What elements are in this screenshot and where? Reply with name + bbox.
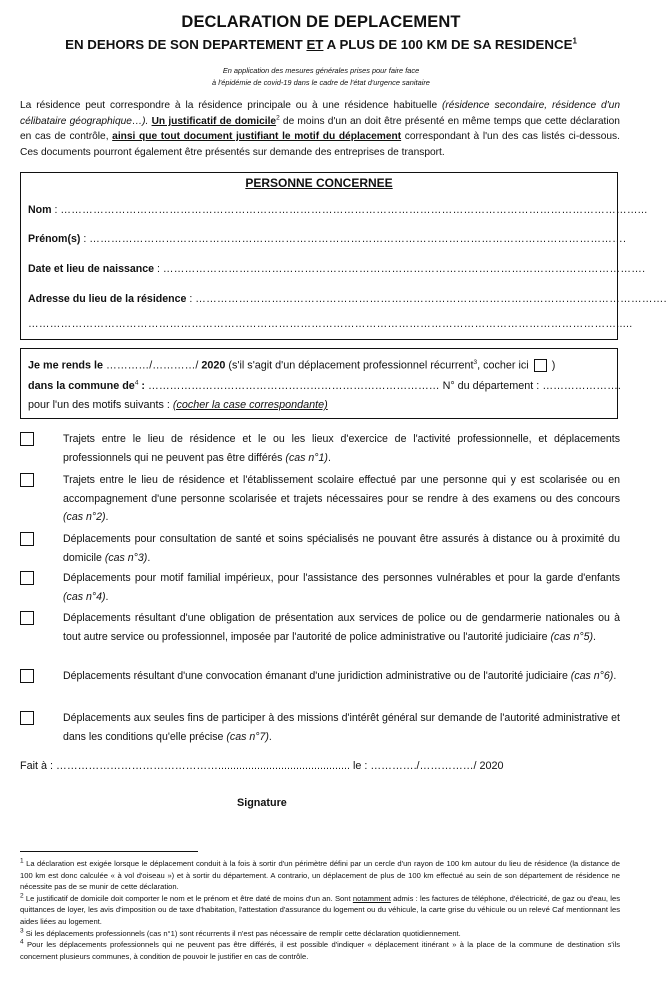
- motif-end: .: [147, 551, 151, 564]
- commune-label: dans la commune de: [28, 380, 135, 392]
- naissance-dots: …………………………………………………………………………………………………………………….: [162, 263, 646, 275]
- footnote-num: 2: [20, 892, 24, 900]
- departement-label: N° du département :: [442, 380, 543, 392]
- footnote-text: Si les déplacements professionnels (cas n°1) sont récurrents il n'est pas nécessaire de remplir cette déclaration quotidiennement.: [23, 928, 461, 938]
- motif-checkbox-4[interactable]: [20, 571, 34, 585]
- recurrent-checkbox[interactable]: [534, 359, 547, 372]
- intro-paragraph: [20, 98, 620, 160]
- intro-text-italic: (résidence secondaire, résidence d'un célibataire géographique…).: [20, 100, 620, 127]
- footnote-divider: [20, 851, 198, 852]
- fait-le-label: le :: [349, 760, 371, 772]
- prenom-dots: ………………………………………………………………………………………………………………………………….: [89, 233, 627, 245]
- subtitle-underlined: ET: [306, 37, 324, 52]
- prenom-label: Prénom(s): [28, 233, 81, 245]
- footnote-4: [20, 939, 620, 962]
- naissance-field[interactable]: [28, 263, 646, 275]
- intro-justificatif: Un justificatif de domicile: [151, 115, 277, 127]
- footnote-num: 4: [20, 938, 24, 946]
- personne-heading: PERSONNE CONCERNEE: [245, 176, 393, 190]
- footnote-underlined: notamment: [352, 893, 391, 903]
- footnote-text: Le justificatif de domicile doit comporter le nom et le prénom et être daté de moins d'un an. Sont: [23, 893, 353, 903]
- naissance-label: Date et lieu de naissance: [28, 263, 155, 275]
- sep: :: [51, 204, 61, 216]
- motif-checkbox-1[interactable]: [20, 432, 34, 446]
- motif-body: Déplacements aux seules fins de participer à des missions d'intérêt général sur demande de l'autorité administrative et dans les conditions qu'elle précise: [63, 712, 620, 743]
- recurrent-text-2: , cocher ici: [477, 359, 532, 372]
- footnotes: [20, 858, 620, 962]
- date-year: 2020: [201, 359, 226, 372]
- fait-line: [20, 760, 504, 772]
- commune-colon: :: [138, 380, 149, 392]
- adresse-label: Adresse du lieu de la résidence: [28, 293, 187, 305]
- commune-dots[interactable]: ………………………………………………………………………: [148, 380, 443, 392]
- motif-end: .: [593, 630, 596, 643]
- footnote-1: [20, 858, 620, 893]
- motif-body: Déplacements pour consultation de santé et soins spécialisés ne pouvant être assurés à distance ou à proximité du domicile: [63, 533, 620, 564]
- motif-cas: (cas n°7): [226, 730, 269, 743]
- intro-motif-doc: ainsi que tout document justifiant le motif du déplacement: [112, 131, 402, 143]
- motifs-instruction: (cocher la case correspondante): [172, 399, 328, 411]
- footnote-text: La déclaration est exigée lorsque le déplacement conduit à la fois à sortir d'un périmètre défini par un cercle d'un rayon de 100 km autour du lieu de résidence (la distance de 100 km est donc calculée « à vol d'oiseau ») et à sortir du département. A contrario, un déplacement de plus de 100 km effectué au sein de son département de résidence ne nécessite pas de se munir de cette déclaration.: [20, 859, 620, 892]
- motif-cas: (cas n°1): [285, 451, 328, 464]
- je-me-rends-label: Je me rends le: [28, 359, 104, 372]
- personne-box: [20, 172, 667, 340]
- paren-close: ): [548, 359, 556, 372]
- fait-label: Fait à :: [20, 760, 57, 772]
- fait-date-dots[interactable]: …………./……………/: [370, 760, 480, 772]
- footnote-ref-1: 1: [572, 36, 577, 46]
- footnote-2: [20, 893, 620, 928]
- sep: :: [154, 263, 163, 275]
- fait-place-dots[interactable]: ………………………………………............................................: [56, 760, 350, 772]
- motif-text-1: [63, 430, 620, 467]
- motif-cas: (cas n°3): [104, 551, 148, 564]
- motif-cas: (cas n°6): [570, 670, 614, 682]
- adresse-extra-field[interactable]: [28, 318, 633, 330]
- preamble-line-1: En application des mesures générales prises pour faire face: [222, 66, 420, 75]
- nom-field[interactable]: [28, 204, 648, 216]
- departement-dots[interactable]: ………………….: [542, 380, 621, 392]
- motif-cas: (cas n°4): [63, 590, 106, 603]
- motif-end: .: [105, 511, 109, 523]
- motif-text-4: [63, 569, 620, 606]
- intro-text-1: La résidence peut correspondre à la résidence principale ou à une résidence habituelle: [20, 100, 442, 111]
- form-title: DECLARATION DE DEPLACEMENT: [181, 13, 461, 31]
- motifs-line: [28, 399, 328, 411]
- motif-body: Déplacements résultant d'une convocation émanant d'une juridiction administrative ou de l'autorité judiciaire: [63, 670, 571, 682]
- date-line: [28, 359, 555, 372]
- motif-end: .: [268, 730, 272, 743]
- motif-body: Trajets entre le lieu de résidence et l'établissement scolaire effectué par une personne qui y est scolarisée ou en accompagnement d'une personne scolarisée et trajets nécessaires pour se rendre à des examens ou des concours: [63, 474, 620, 505]
- motif-text-6: [63, 667, 620, 686]
- intro-text-4: de moins d'un an doit être présenté en même temps que cette déclaration en cas de contrôle,: [20, 115, 620, 143]
- motif-checkbox-2[interactable]: [20, 473, 34, 487]
- form-subtitle: [0, 37, 642, 52]
- motifs-text: pour l'un des motifs suivants :: [28, 399, 173, 411]
- motif-text-2: [63, 471, 620, 527]
- motif-end: .: [613, 670, 617, 682]
- sep: :: [186, 293, 196, 305]
- prenom-field[interactable]: [28, 233, 627, 245]
- footnote-num: 3: [20, 927, 24, 935]
- footnote-3: [20, 928, 620, 940]
- motif-end: .: [327, 451, 331, 464]
- footnote-ref-2: 2: [276, 114, 280, 122]
- motif-checkbox-5[interactable]: [20, 611, 34, 625]
- commune-line: [28, 380, 621, 392]
- adresse-dots: ………………………………………………………………………………………………………………….: [195, 293, 667, 305]
- nom-dots: ……………………………………………………………………………………………………………………………………………...: [60, 204, 648, 216]
- subtitle-text-2: A PLUS DE 100 KM DE SA RESIDENCE: [323, 37, 573, 52]
- preamble: [0, 65, 642, 89]
- fait-year: 2020: [479, 760, 504, 772]
- motif-body: Déplacements pour motif familial impérieux, pour l'assistance des personnes vulnérables et pour la garde d'enfants: [63, 572, 620, 584]
- footnote-ref-3: 3: [473, 358, 478, 366]
- deplacement-box: [20, 348, 621, 419]
- motif-body: Trajets entre le lieu de résidence et le ou les lieux d'exercice de l'activité professionnelle, et déplacements professionnels qui ne peuvent pas être différés: [63, 433, 620, 464]
- adresse-field[interactable]: [28, 293, 667, 305]
- motif-checkbox-7[interactable]: [20, 711, 34, 725]
- motif-text-7: [63, 709, 620, 746]
- motif-cas: (cas n°5): [550, 630, 594, 643]
- motif-text-5: [63, 609, 620, 646]
- nom-label: Nom: [28, 204, 52, 216]
- subtitle-text-1: EN DEHORS DE SON DEPARTEMENT: [65, 37, 307, 52]
- footnote-ref-4: 4: [134, 379, 139, 387]
- motif-cas: (cas n°2): [63, 511, 106, 523]
- motif-checkbox-3[interactable]: [20, 532, 34, 546]
- recurrent-text: (s'il s'agit d'un déplacement professionnel récurrent: [225, 359, 474, 372]
- footnote-text: Pour les déplacements professionnels qui ne peuvent pas être différés, il est possible d'indiquer « déplacement itinérant » à la place de la commune de destination s'ils concernent plusieurs communes, à condition de pouvoir le justifier en cas de contrôle.: [20, 940, 620, 961]
- date-dots[interactable]: …………/…………/: [103, 359, 202, 372]
- motif-end: .: [105, 590, 109, 603]
- footnote-num: 1: [20, 857, 24, 865]
- motif-checkbox-6[interactable]: [20, 669, 34, 683]
- adresse-extra-dots: ……………………………………………………………………………………………………………………………………………….....: [28, 318, 633, 330]
- motif-text-3: [63, 530, 620, 567]
- motif-body: Déplacements résultant d'une obligation de présentation aux services de police ou de gendarmerie nationales ou à tout autre service ou professionnel, imposée par l'autorité de police administrative ou l'autorité judiciaire: [63, 612, 620, 643]
- preamble-line-2: à l'épidémie de covid-19 dans le cadre de l'état d'urgence sanitaire: [212, 78, 430, 87]
- footnote-text: admis : les factures de téléphone, d'électricité, de gaz ou d'eau, les quittances de loyer, les avis d'imposition ou de taxe d'habitation, l'attestation d'assurance du logement ou du véhicule, la carte grise du véhicule ou un relevé Caf mentionnant les aides liées au logement.: [20, 893, 620, 926]
- signature-label[interactable]: Signature: [237, 797, 287, 809]
- sep: :: [80, 233, 90, 245]
- intro-text-6: correspondant à l'un des cas listés ci-dessous. Ces documents pourront également être présentés sur demande des entreprises de transport.: [20, 131, 620, 158]
